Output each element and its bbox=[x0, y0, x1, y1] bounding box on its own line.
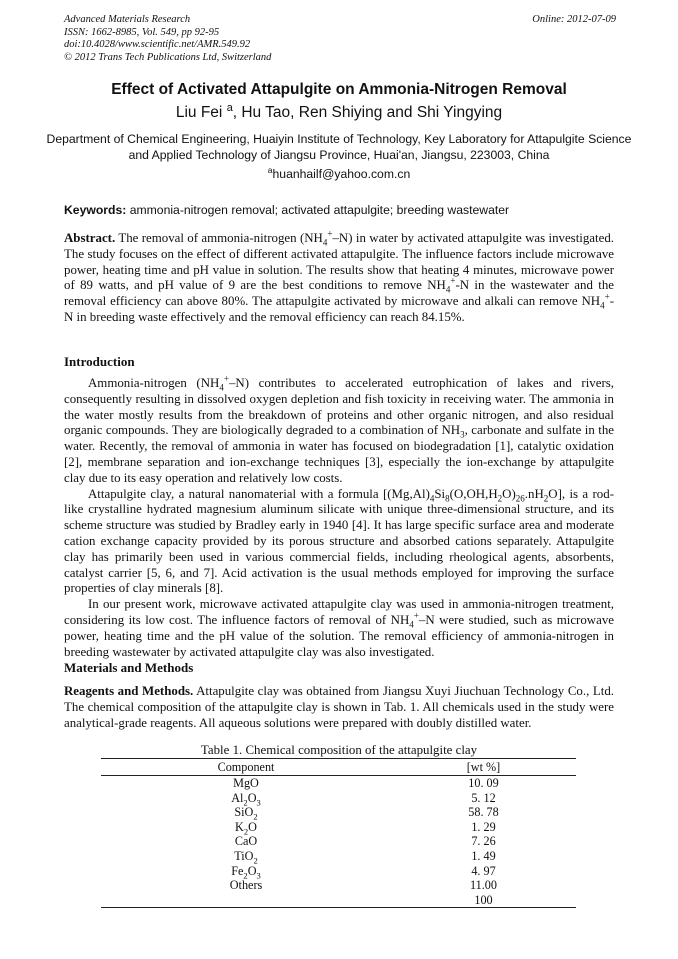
introduction-body bbox=[64, 373, 615, 660]
formula-part: CaO bbox=[234, 834, 258, 849]
abstract-label: Abstract. bbox=[64, 231, 116, 245]
reagents-paragraph bbox=[64, 684, 614, 731]
email-line bbox=[0, 164, 678, 181]
table-row bbox=[101, 864, 576, 879]
formula-part: TiO bbox=[234, 848, 254, 863]
table-total-row bbox=[101, 893, 576, 908]
issn-line: ISSN: 1662-8985, Vol. 549, pp 92-95 bbox=[64, 26, 220, 38]
chem-sub: 2 bbox=[543, 493, 549, 504]
component-cell bbox=[101, 834, 391, 849]
intro-text: O) bbox=[502, 486, 516, 501]
keywords-label: Keywords: bbox=[64, 203, 127, 217]
journal-header bbox=[64, 14, 271, 64]
value-cell: 11.00 bbox=[470, 878, 497, 893]
formula-part: MgO bbox=[233, 776, 259, 790]
intro-text: –N were studied, such as microwave power, heating time and the pH value of the solution. The removal efficiency of ammonia-nitrogen in breeding wastewater by activated attapulgite clay was also investigated. bbox=[64, 612, 614, 659]
composition-table bbox=[101, 758, 576, 908]
author-rest: , Hu Tao, Ren Shiying and Shi Yingying bbox=[232, 104, 503, 121]
abstract-text: -N in the wastewater and the removal efficiency can above 80%. The attapulgite activated by microwave and alkali can remove NH bbox=[64, 278, 614, 309]
component-cell bbox=[101, 805, 391, 820]
formula-sub: 3 bbox=[256, 797, 261, 808]
component-cell bbox=[101, 864, 391, 879]
header-component: Component bbox=[217, 760, 275, 774]
chem-sup: + bbox=[413, 610, 419, 621]
intro-paragraph bbox=[64, 597, 614, 660]
value-cell: 5. 12 bbox=[471, 790, 496, 805]
author-list bbox=[0, 101, 678, 122]
intro-text: O], is a rod-like crystalline hydrated magnesium aluminum silicate with unique three-dimensional structure, and its scheme structure was studied by Bradley early in 1940 [4]. It has large specific surface area and moderate cation exchange capacity provided by its porous structure and absorbed cations separately. Attapulgite clay has primarily been used in various commercial fields, including rheological agents, absorbents, catalyst carrier [5, 6, and 7]. Acid activation is the usual methods employed for improving the surface properties of clay minerals [8]. bbox=[64, 486, 614, 596]
chem-sup: + bbox=[327, 228, 333, 239]
chem-sub: 4 bbox=[219, 382, 224, 393]
intro-text: In our present work, microwave activated attapulgite clay was used in ammonia-nitrogen treatment, considering its low cost. The influence factors of removal of NH bbox=[64, 597, 614, 627]
value-cell: 1. 49 bbox=[471, 848, 496, 863]
introduction-heading: Introduction bbox=[64, 354, 135, 369]
keywords-line bbox=[64, 203, 509, 217]
author-first: Liu Fei bbox=[175, 104, 223, 121]
value-cell: 1. 29 bbox=[471, 819, 496, 834]
table-row bbox=[101, 834, 576, 849]
copyright-line: © 2012 Trans Tech Publications Ltd, Switzerland bbox=[64, 51, 272, 63]
value-cell: 58. 78 bbox=[468, 805, 499, 820]
chem-sub: 4 bbox=[600, 300, 605, 311]
chem-sub: 4 bbox=[445, 284, 451, 295]
component-cell bbox=[101, 893, 391, 908]
chem-sub: 4 bbox=[429, 493, 435, 504]
online-date: Online: 2012-07-09 bbox=[532, 14, 616, 25]
intro-text: , carbonate and sulfate in the water. Recently, the removal of ammonia in water has focused on biodegradation [1], catalytic oxidation [2], membrane separation and ion-exchange techniques [3], especially the ion-exchange by attapulgite clay due to its easy operation and relatively low costs. bbox=[64, 423, 615, 485]
intro-text: Ammonia-nitrogen (NH bbox=[88, 376, 220, 390]
table-row bbox=[101, 820, 576, 835]
value-cell: 7. 26 bbox=[471, 834, 496, 849]
abstract-text: -N in breeding waste effectively and the removal efficiency can reach 84.15%. bbox=[64, 294, 614, 324]
formula-part: Fe bbox=[231, 863, 244, 878]
table-row bbox=[101, 805, 576, 820]
chem-sup: + bbox=[604, 291, 610, 302]
reagents-text: Attapulgite clay was obtained from Jiangsu Xuyi Jiuchuan Technology Co., Ltd. The chemical composition of the attapulgite clay is shown in Tab. 1. All chemicals used in the study were analytical-grade reagents. All aqueous solutions were prepared with doubly distilled water. bbox=[64, 684, 614, 730]
formula-part: O bbox=[248, 819, 257, 834]
journal-name: Advanced Materials Research bbox=[64, 14, 191, 25]
header-value: [wt %] bbox=[466, 760, 501, 774]
table-row bbox=[101, 791, 576, 806]
email-mark: a bbox=[267, 164, 273, 175]
materials-heading: Materials and Methods bbox=[64, 660, 194, 675]
intro-text: –N) contributes to accelerated eutrophication of lakes and rivers, consequently resulting in dissolved oxygen depletion and fish toxicity in receiving water. The ammonia in the water mostly results from the breakdown of proteins and other organic nitrogen, and also residual organic compounds. They are biologically degraded to a combination of NH bbox=[64, 376, 614, 438]
value-cell: 10. 09 bbox=[468, 776, 499, 790]
intro-text: Si bbox=[434, 486, 446, 501]
chem-sub: 8 bbox=[445, 493, 450, 504]
formula-part: SiO bbox=[234, 805, 254, 820]
intro-paragraph bbox=[64, 373, 615, 487]
table-header bbox=[101, 759, 576, 776]
table-row bbox=[101, 776, 576, 791]
total-cell: 100 bbox=[474, 892, 493, 907]
component-cell bbox=[101, 791, 391, 806]
chem-sub: 4 bbox=[322, 237, 328, 248]
email-address[interactable]: huanhailf@yahoo.com.cn bbox=[272, 167, 411, 181]
formula-sub: 2 bbox=[253, 855, 258, 866]
formula-sub: 2 bbox=[243, 870, 248, 880]
abstract-text: –N) in water by activated attapulgite was investigated. The study focuses on the effect of different activated attapulgite. The influence factors include microwave power, heating time and pH value in solution. The results show that heating 4 minutes, microwave power of 89 watts, and pH value of 9 are the best conditions to remove NH bbox=[64, 231, 614, 293]
chem-sub: 26 bbox=[515, 493, 525, 504]
value-cell: 4. 97 bbox=[471, 863, 496, 878]
table-caption: Table 1. Chemical composition of the attapulgite clay bbox=[200, 743, 478, 757]
table-row bbox=[101, 878, 576, 893]
chem-sub: 3 bbox=[460, 429, 465, 440]
component-cell bbox=[101, 878, 391, 893]
intro-text: (O,OH,H bbox=[449, 486, 498, 501]
intro-text: .nH bbox=[524, 486, 544, 501]
formula-part: Al bbox=[231, 790, 244, 805]
chem-sup: + bbox=[450, 276, 456, 287]
abstract bbox=[64, 228, 614, 326]
paper-title: Effect of Activated Attapulgite on Ammonia-Nitrogen Removal bbox=[111, 81, 567, 98]
formula-part: Others bbox=[229, 878, 263, 893]
table-row bbox=[101, 849, 576, 864]
reagents-label: Reagents and Methods. bbox=[64, 684, 194, 698]
doi-line[interactable]: doi:10.4028/www.scientific.net/AMR.549.92 bbox=[64, 39, 251, 50]
formula-part: O bbox=[247, 863, 257, 878]
chem-sub: 4 bbox=[409, 619, 414, 630]
component-cell bbox=[101, 849, 391, 864]
formula-sub: 3 bbox=[256, 870, 261, 880]
affiliation: Department of Chemical Engineering, Huaiyin Institute of Technology, Key Laboratory for Attapulgite Science and Applied Technology of Jiangsu Province, Huai'an, Jiangsu, 223003, China bbox=[46, 132, 632, 162]
intro-text: Attapulgite clay, a natural nanomaterial with a formula [(Mg,Al) bbox=[88, 486, 430, 501]
chem-sub: 2 bbox=[497, 493, 503, 504]
formula-sub: 2 bbox=[253, 811, 258, 822]
abstract-text: The removal of ammonia-nitrogen (NH bbox=[118, 231, 323, 245]
formula-sub: 2 bbox=[243, 826, 249, 837]
chem-sup: + bbox=[223, 373, 229, 384]
intro-paragraph bbox=[64, 487, 614, 598]
component-cell bbox=[101, 776, 391, 791]
component-cell bbox=[101, 820, 391, 835]
formula-part: O bbox=[247, 790, 257, 805]
keywords-text: ammonia-nitrogen removal; activated attapulgite; breeding wastewater bbox=[129, 203, 510, 217]
formula-sub: 2 bbox=[243, 797, 248, 808]
formula-part: K bbox=[235, 819, 244, 834]
author-mark: a bbox=[226, 101, 233, 114]
